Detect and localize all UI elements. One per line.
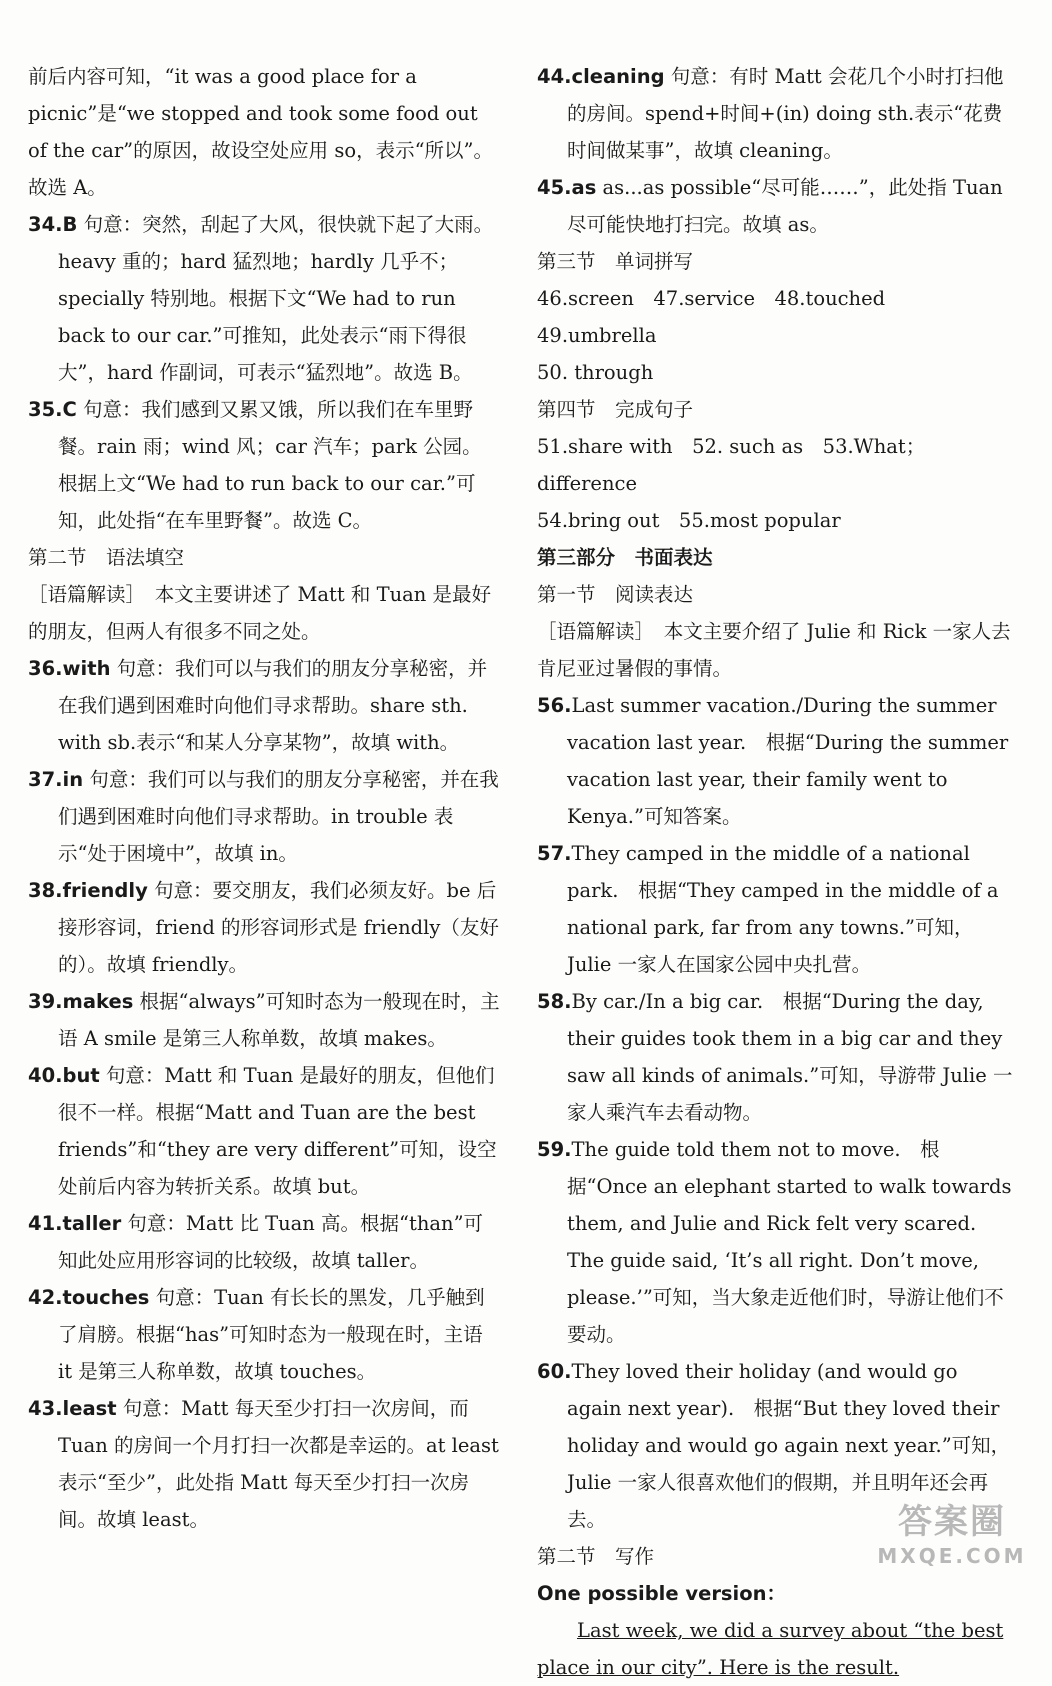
answer-item-43 [28,1390,500,1538]
section-heading-essay: 第二节 写作 [537,1545,655,1568]
reading-note: ［语篇解读］ 本文主要讲述了 Matt 和 Tuan 是最好的朋友，但两人有很多不同之处。 [28,583,492,643]
answer-item-42 [28,1279,500,1390]
answer-number: 37.in [28,768,84,791]
answer-explanation: 句意：Matt 和 Tuan 是最好的朋友，但他们很不一样。根据“Matt and Tuan are the best friends”和“they are very different”可知，设空处前后内容为转折关系。故填 but。 [58,1064,497,1198]
spelling-answers-1: 46.screen 47.service 48.touched 49.umbrella [537,287,905,347]
answer-explanation: The guide told them not to move. 根据“Once an elephant started to walk towards them, and Julie and Rick felt very scared. The guide said, ‘It’s all right. Don’t move, please.’”可知，当大象走近他们时，导游让他们不要动。 [567,1138,1012,1346]
answer-number: 38.friendly [28,879,148,902]
answer-item-59 [537,1131,1015,1353]
section-heading-sentences: 第四节 完成句子 [537,398,694,421]
answer-number: 41.taller [28,1212,122,1235]
answer-number: 43.least [28,1397,117,1420]
sentence-answers-1: 51.share with 52. such as 53.What；difference [537,435,926,495]
answer-number: 39.makes [28,990,134,1013]
answer-item-40 [28,1057,500,1205]
answer-number: 60. [537,1360,572,1383]
answer-item-38 [28,872,500,983]
answer-number: 40.but [28,1064,100,1087]
answer-item-45 [537,169,1015,243]
essay-text: Last week, we did a survey about “the best place in our city”. Here is the result. [537,1619,1004,1679]
answer-explanation: 句意：Matt 比 Tuan 高。根据“than”可知此处应用形容词的比较级，故填 taller。 [58,1212,484,1272]
answer-explanation: They loved their holiday (and would go again next year). 根据“But they loved their holiday and would go again next year.”可知，Julie 一家人很喜欢他们的假期，并且明年还会再去。 [567,1360,1011,1531]
version-label: One possible version： [537,1582,787,1605]
answer-explanation: 句意：Tuan 有长长的黑发，几乎触到了肩膀。根据“has”可知时态为一般现在时，主语 it 是第三人称单数，故填 touches。 [58,1286,485,1383]
answer-explanation: Last summer vacation./During the summer vacation last year. 根据“During the summer vacation last year, their family went to Kenya.”可知答案。 [567,694,1009,828]
answer-item-57 [537,835,1015,983]
answer-number: 36.with [28,657,111,680]
answer-number: 59. [537,1138,572,1161]
answer-number: 56. [537,694,572,717]
spelling-answers-2: 50. through [537,361,654,384]
left-column [28,58,500,1538]
answer-explanation: 句意：我们感到又累又饿，所以我们在车里野餐。rain 雨；wind 风；car 汽车；park 公园。根据上文“We had to run back to our car.”可知，此处指“在车里野餐”。故选 C。 [58,398,482,532]
answer-explanation: 句意：突然，刮起了大风，很快就下起了大雨。heavy 重的；hard 猛烈地；hardly 几乎不；specially 特别地。根据下文“We had to run back to our car.”可推知，此处表示“雨下得很大”，hard 作副词，可表示“猛烈地”。故选 B。 [58,213,494,384]
answer-explanation: 句意：有时 Matt 会花几个小时打扫他的房间。spend+时间+(in) doing sth.表示“花费时间做某事”，故填 cleaning。 [567,65,1004,162]
answer-item-41 [28,1205,500,1279]
answer-explanation: 句意：要交朋友，我们必须友好。be 后接形容词，friend 的形容词形式是 friendly（友好的）。故填 friendly。 [58,879,499,976]
answer-number: 42.touches [28,1286,150,1309]
answer-item-58 [537,983,1015,1131]
watermark-url: MXQE.COM [877,1544,1027,1568]
answer-explanation: 句意：Matt 每天至少打扫一次房间，而 Tuan 的房间一个月打扫一次都是幸运的。at least 表示“至少”，此处指 Matt 每天至少打扫一次房间。故填 least。 [58,1397,499,1531]
answer-number: 57. [537,842,572,865]
answer-explanation: They camped in the middle of a national park. 根据“They camped in the middle of a national park, far from any towns.”可知，Julie 一家人在国家公园中央扎营。 [567,842,999,976]
answer-explanation: as...as possible“尽可能……”，此处指 Tuan 尽可能快地打扫完。故填 as。 [567,176,1003,236]
answer-item-44 [537,58,1015,169]
answer-item-36 [28,650,500,761]
answer-number: 34.B [28,213,78,236]
answer-item-37 [28,761,500,872]
reading-note: ［语篇解读］ 本文主要介绍了 Julie 和 Rick 一家人去肯尼亚过暑假的事情。 [537,620,1011,680]
item-33-continued: 前后内容可知，“it was a good place for a picnic”是“we stopped and took some food out of the car”的原因，故设空处应用 so，表示“所以”。故选 A。 [28,65,494,199]
answer-item-39 [28,983,500,1057]
answer-explanation: 根据“always”可知时态为一般现在时，主语 A smile 是第三人称单数，故填 makes。 [58,990,500,1050]
answer-item-34 [28,206,500,391]
watermark-logo [862,1500,1042,1580]
answer-explanation: 句意：我们可以与我们的朋友分享秘密，并在我们遇到困难时向他们寻求帮助。in trouble 表示“处于困境中”，故填 in。 [58,768,499,865]
answer-explanation: By car./In a big car. 根据“During the day, their guides took them in a big car and they saw all kinds of animals.”可知，导游带 Julie 一家人乘汽车去看动物。 [567,990,1013,1124]
section-heading-grammar: 第二节 语法填空 [28,546,185,569]
answer-number: 58. [537,990,572,1013]
answer-number: 35.C [28,398,77,421]
answer-number: 44.cleaning [537,65,665,88]
answer-item-56 [537,687,1015,835]
sentence-answers-2: 54.bring out 55.most popular [537,509,841,532]
answer-item-35 [28,391,500,539]
watermark-badge: 答案圈 [898,1502,1006,1542]
answer-explanation: 句意：我们可以与我们的朋友分享秘密，并在我们遇到困难时向他们寻求帮助。share sth. with sb.表示“和某人分享某物”，故填 with。 [58,657,488,754]
answer-number: 45.as [537,176,597,199]
right-column [537,58,1015,1686]
section-heading-reading-expression: 第一节 阅读表达 [537,583,694,606]
section-heading-spelling: 第三节 单词拼写 [537,250,694,273]
part-heading-writing: 第三部分 书面表达 [537,546,713,569]
